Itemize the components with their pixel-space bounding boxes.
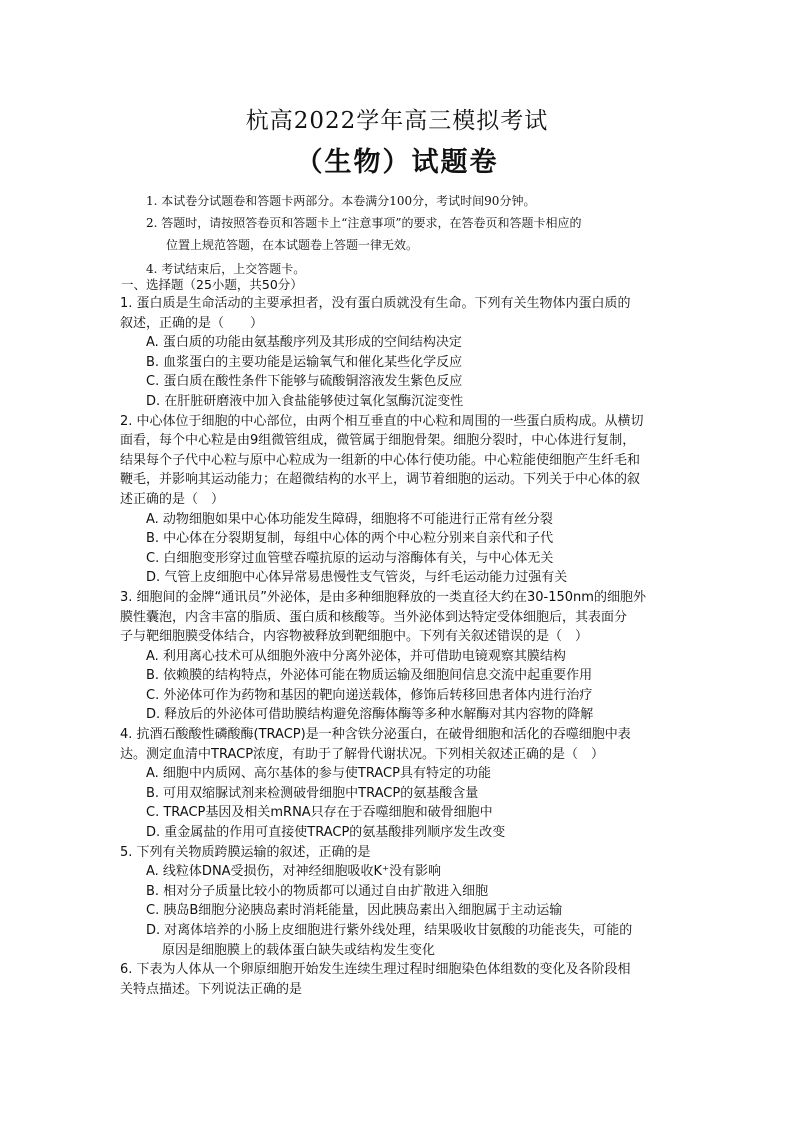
answer-option: B. 可用双缩脲试剂来检测破骨细胞中TRACP的氨基酸含量 (146, 785, 479, 801)
instruction-line: 1. 本试卷分试题卷和答题卡两部分。本卷满分100分，考试时间90分钟。 (146, 194, 536, 208)
instruction-line: 位置上规范答题，在本试题卷上答题一律无效。 (166, 238, 419, 252)
answer-option: B. 中心体在分裂期复制，每组中心体的两个中心粒分别来自亲代和子代 (146, 531, 554, 547)
question-1 (120, 294, 686, 412)
question-2 (120, 412, 686, 588)
question-stem-line: 述正确的是（ ） (120, 491, 225, 507)
question-stem-line: 3. 细胞间的金牌“通讯员”外泌体，是由多种细胞释放的一类直径大约在30-150nm的细胞外 (120, 589, 646, 605)
answer-option: D. 在肝脏研磨液中加入食盐能够使过氧化氢酶沉淀变性 (146, 393, 464, 409)
answer-option: D. 重金属盐的作用可直接使TRACP的氨基酸排列顺序发生改变 (146, 825, 506, 841)
question-stem-line: 叙述，正确的是（ ） (120, 315, 264, 331)
answer-option: A. 利用离心技术可从细胞外液中分离外泌体，并可借助电镜观察其膜结构 (146, 648, 566, 664)
question-stem-line: 6. 下表为人体从一个卵原细胞开始发生连续生理过程时细胞染色体组数的变化及各阶段相 (120, 962, 631, 978)
question-list (120, 294, 686, 999)
answer-option: C. 胰岛B细胞分泌胰岛素时消耗能量，因此胰岛素出入细胞属于主动运输 (146, 903, 563, 919)
answer-option: A. 线粒体DNA受损伤，对神经细胞吸收K⁺没有影响 (146, 864, 441, 880)
question-stem-line: 5. 下列有关物质跨膜运输的叙述，正确的是 (120, 844, 371, 860)
question-stem-line: 子与靶细胞膜受体结合，内容物被释放到靶细胞中。下列有关叙述错误的是（ ） (120, 629, 589, 645)
answer-option: D. 对离体培养的小肠上皮细胞进行紫外线处理，结果吸收甘氨酸的功能丧失，可能的 (146, 923, 633, 938)
exam-instructions (146, 190, 706, 280)
answer-option: B. 相对分子质量比较小的物质都可以通过自由扩散进入细胞 (146, 883, 489, 899)
question-3 (120, 588, 686, 725)
exam-subtitle: （生物）试题卷 (295, 147, 499, 178)
answer-option: 原因是细胞膜上的载体蛋白缺失或结构发生变化 (162, 942, 436, 958)
answer-option: A. 蛋白质的功能由氨基酸序列及其形成的空间结构决定 (146, 335, 462, 351)
question-4 (120, 725, 686, 843)
question-stem-line: 面看，每个中心粒是由9组微管组成，微管属于细胞骨架。细胞分裂时，中心体进行复制， (120, 433, 636, 449)
question-stem-line: 膜性囊泡，内含丰富的脂质、蛋白质和核酸等。当外泌体到达特定受体细胞后，其表面分 (120, 609, 628, 625)
question-stem-line: 鞭毛，并影响其运动能力；在超微结构的水平上，调节着细胞的运动。下列关于中心体的叙 (120, 472, 641, 488)
answer-option: D. 释放后的外泌体可借助膜结构避免溶酶体酶等多种水解酶对其内容物的降解 (146, 707, 594, 723)
answer-option: B. 依赖膜的结构特点，外泌体可能在物质运输及细胞间信息交流中起重要作用 (146, 668, 593, 684)
question-6 (120, 960, 686, 999)
answer-option: C. 白细胞变形穿过血管壁吞噬抗原的运动与溶酶体有关，与中心体无关 (146, 550, 554, 566)
answer-option: C. TRACP基因及相关mRNA只存在于吞噬细胞和破骨细胞中 (146, 805, 493, 821)
answer-option: A. 细胞中内质网、高尔基体的参与使TRACP具有特定的功能 (146, 766, 491, 782)
exam-title: 杭高2022学年高三模拟考试 (245, 108, 549, 134)
instruction-line: 4. 考试结束后，上交答题卡。 (146, 262, 306, 276)
question-stem-line: 达。测定血清中TRACP浓度，有助于了解骨代谢状况。下列相关叙述正确的是（ ） (120, 746, 605, 762)
section-heading: 一、选择题（25小题，共50分） (121, 277, 303, 292)
answer-option: C. 蛋白质在酸性条件下能够与硫酸铜溶液发生紫色反应 (146, 374, 463, 390)
answer-option: A. 动物细胞如果中心体功能发生障碍，细胞将不可能进行正常有丝分裂 (146, 511, 553, 527)
answer-option: B. 血浆蛋白的主要功能是运输氧气和催化某些化学反应 (146, 354, 463, 370)
answer-option: D. 气管上皮细胞中心体异常易患慢性支气管炎，与纤毛运动能力过强有关 (146, 570, 568, 586)
answer-option: C. 外泌体可作为药物和基因的靶向递送载体，修饰后转移回患者体内进行治疗 (146, 687, 593, 703)
question-stem-line: 1. 蛋白质是生命活动的主要承担者，没有蛋白质就没有生命。下列有关生物体内蛋白质的 (120, 296, 631, 311)
instruction-line: 2. 答题时，请按照答卷页和答题卡上“注意事项”的要求，在答卷页和答题卡相应的 (146, 216, 582, 230)
question-stem-line: 2. 中心体位于细胞的中心部位，由两个相互垂直的中心粒和周围的一些蛋白质构成。从横切 (120, 413, 644, 429)
question-stem-line: 结果每个子代中心粒与原中心粒成为一组新的中心体行使功能。中心粒能使细胞产生纤毛和 (120, 452, 641, 468)
question-stem-line: 关特点描述。下列说法正确的是 (120, 981, 303, 997)
question-stem-line: 4. 抗酒石酸酸性磷酸酶(TRACP)是一种含铁分泌蛋白，在破骨细胞和活化的吞噬细胞中表 (120, 727, 631, 743)
question-5 (120, 843, 686, 961)
